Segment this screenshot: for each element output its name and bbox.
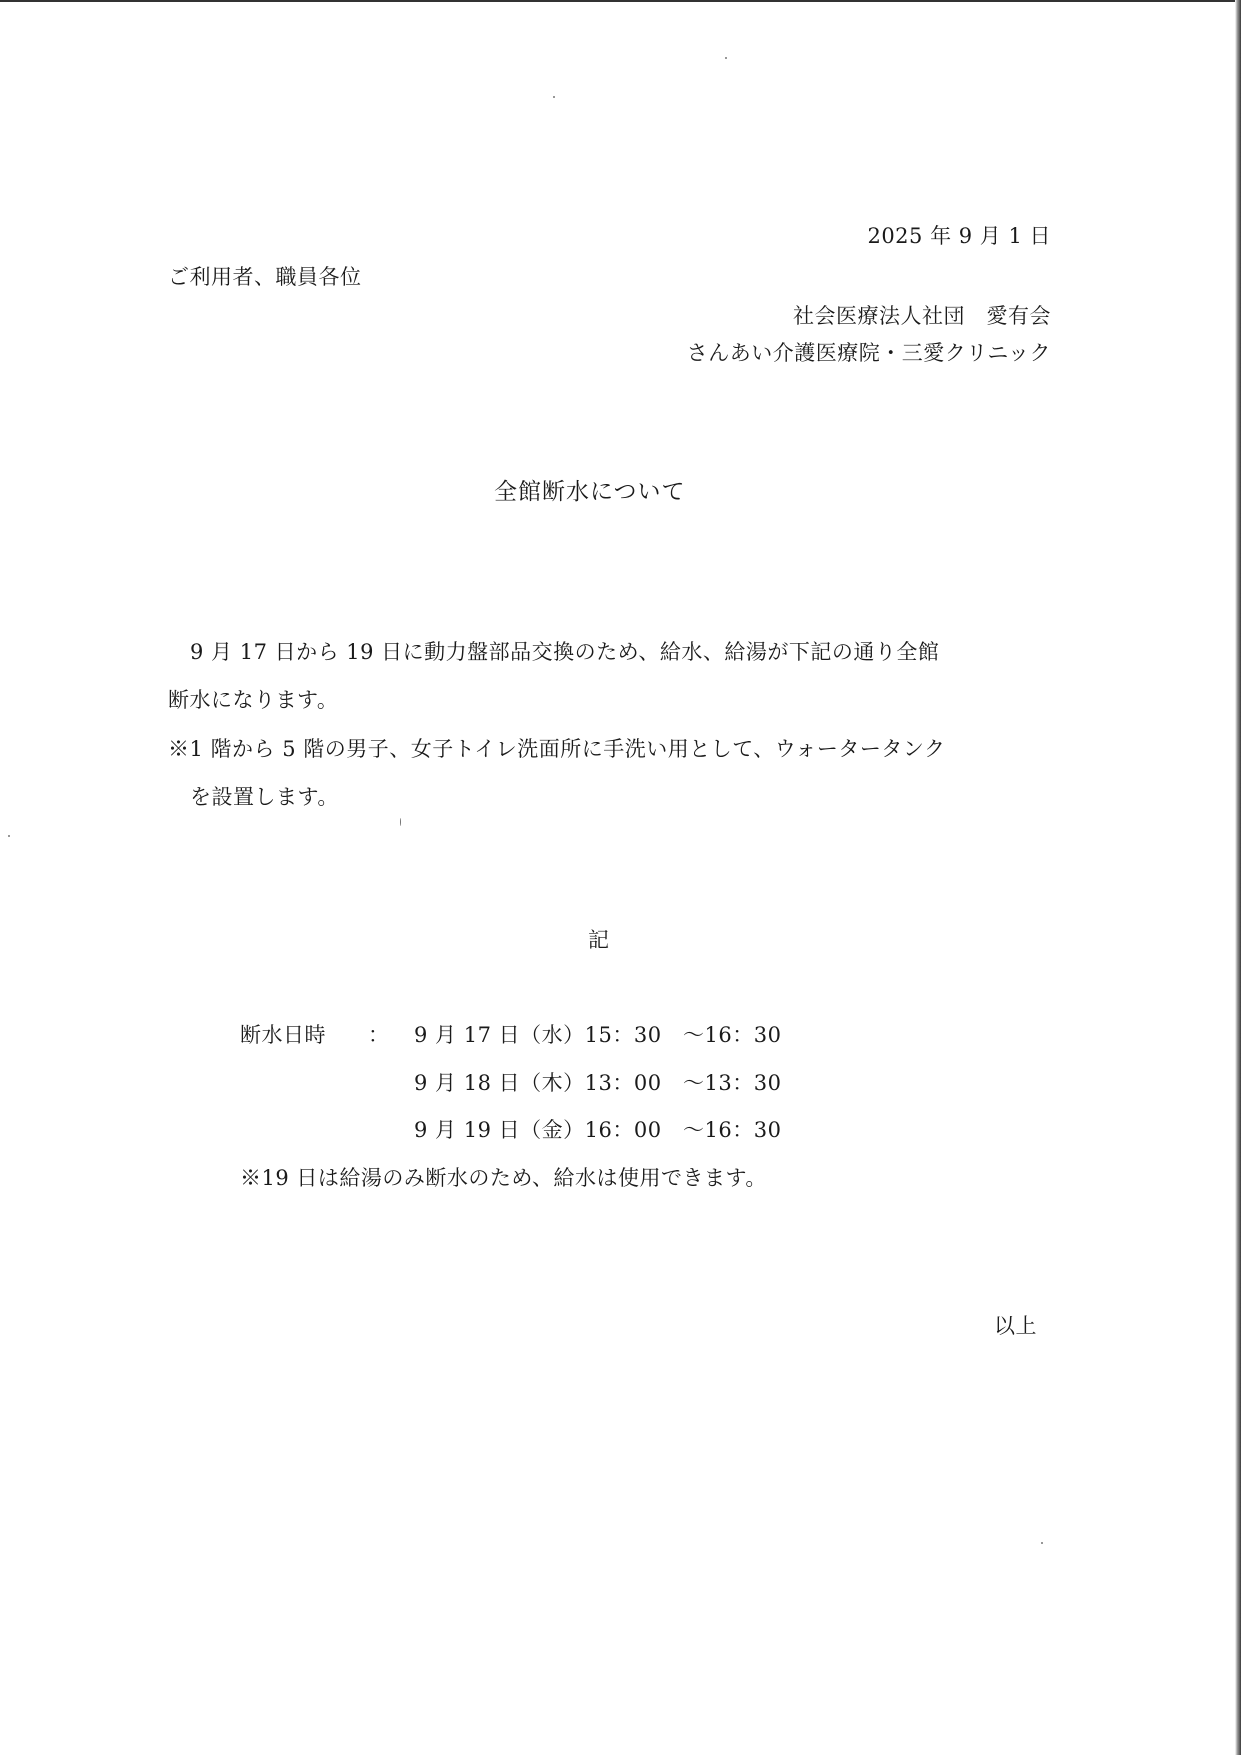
sender-organization: 社会医療法人社団 愛有会 (793, 304, 1051, 328)
schedule-row: 9 月 18 日（木）13：00 ～13：30 (414, 1071, 782, 1095)
scan-speck (400, 818, 401, 826)
ki-heading: 記 (588, 928, 610, 952)
schedule-colon: ： (368, 1023, 390, 1047)
scan-speck (8, 835, 10, 837)
schedule-note: ※19 日は給湯のみ断水のため、給水は使用できます。 (240, 1166, 767, 1190)
scan-speck (725, 57, 727, 59)
schedule-label: 断水日時 (240, 1023, 326, 1047)
scan-speck (553, 96, 555, 98)
closing-ijou: 以上 (994, 1314, 1037, 1338)
body-line-1: 9 月 17 日から 19 日に動力盤部品交換のため、給水、給湯が下記の通り全館 (190, 640, 940, 664)
addressee: ご利用者、職員各位 (168, 265, 362, 289)
body-line-2: 断水になります。 (168, 688, 339, 712)
scan-edge-right (1235, 0, 1241, 1755)
note-line-2: を設置します。 (190, 785, 339, 809)
schedule-row: 9 月 17 日（水）15：30 ～16：30 (414, 1023, 782, 1047)
document-title: 全館断水について (494, 479, 686, 505)
scan-edge-top (0, 0, 1241, 2)
note-line-1: ※1 階から 5 階の男子、女子トイレ洗面所に手洗い用として、ウォータータンク (168, 737, 946, 761)
scan-speck (1041, 1542, 1043, 1544)
schedule-row: 9 月 19 日（金）16：00 ～16：30 (414, 1118, 782, 1142)
document-date: 2025 年 9 月 1 日 (867, 224, 1051, 248)
sender-facility: さんあい介護医療院・三愛クリニック (686, 341, 1051, 365)
